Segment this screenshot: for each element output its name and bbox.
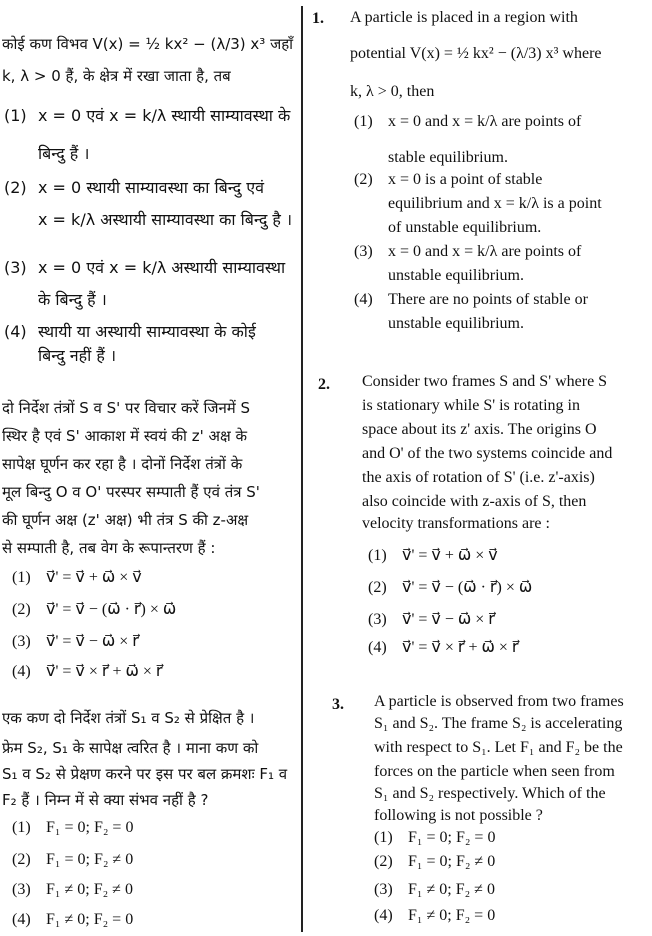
- en-q2-stem-line: and O' of the two systems coincide and: [362, 445, 613, 462]
- hi-q2-stem-line: दो निर्देश तंत्रों S व S' पर विचार करें जिनमें S: [2, 399, 251, 417]
- hi-q1-stem-line: k, λ > 0 हैं, के क्षेत्र में रखा जाता है, तब: [2, 67, 231, 85]
- en-q2-stem-line: Consider two frames S and S' where S: [362, 373, 608, 390]
- en-q1-stem-line: potential V(x) = ½ kx² − (λ/3) x³ where: [350, 45, 602, 62]
- hi-q1-option-4-cont: बिन्दु नहीं हैं ।: [38, 346, 117, 365]
- hi-q2-stem-line: मूल बिन्दु O व O' परस्पर सम्पाती हैं एवं तंत्र S': [2, 483, 260, 501]
- hindi-column: [0, 0, 300, 936]
- en-q3-option-1[interactable]: (1) F₁ = 0; F₂ = 0: [374, 829, 496, 846]
- hi-q3-option-4[interactable]: (4) F₁ ≠ 0; F₂ = 0: [12, 911, 134, 928]
- en-q1-option-4[interactable]: (4) There are no points of stable or: [354, 291, 588, 308]
- en-q3-option-4[interactable]: (4) F₁ ≠ 0; F₂ = 0: [374, 907, 496, 924]
- en-q1-option-3[interactable]: (3) x = 0 and x = k/λ are points of: [354, 243, 582, 260]
- hi-q1-option-3-cont: के बिन्दु हैं ।: [38, 290, 107, 309]
- en-q2-stem-line: also coincide with z-axis of S, then: [362, 493, 587, 510]
- en-q1-stem-line: A particle is placed in a region with: [350, 9, 578, 26]
- hi-q3-stem-line: फ्रेम S₂, S₁ के सापेक्ष त्वरित है । माना कण को: [2, 739, 259, 757]
- en-q2-option-2[interactable]: (2) v⃗' = v⃗ − (ω⃗ · r⃗) × ω⃗: [368, 579, 533, 596]
- hi-q2-stem-line: से सम्पाती है, तब वेग के रूपान्तरण हैं :: [2, 539, 216, 557]
- question-number-1: 1.: [312, 10, 324, 27]
- en-q1-option-1[interactable]: (1) x = 0 and x = k/λ are points of: [354, 113, 582, 130]
- hi-q3-stem-line: F₂ हैं । निम्न में से क्या संभव नहीं है ?: [2, 791, 209, 809]
- en-q2-option-3[interactable]: (3) v⃗' = v⃗ − ω⃗ × r⃗: [368, 611, 495, 628]
- hi-q1-option-1[interactable]: (1) x = 0 एवं x = k/λ स्थायी साम्यावस्था के: [4, 106, 291, 125]
- hi-q1-option-3[interactable]: (3) x = 0 एवं x = k/λ अस्थायी साम्यावस्था: [4, 258, 286, 277]
- hi-q2-stem-line: सापेक्ष घूर्णन कर रहा है । दोनों निर्देश तंत्रों के: [2, 455, 243, 473]
- en-q1-option-2-cont: equilibrium and x = k/λ is a point: [388, 195, 602, 212]
- en-q3-stem-line: following is not possible ?: [374, 807, 543, 824]
- hi-q2-stem-line: की घूर्णन अक्ष (z' अक्ष) भी तंत्र S की z-अक्ष: [2, 511, 249, 529]
- en-q3-option-3[interactable]: (3) F₁ ≠ 0; F₂ ≠ 0: [374, 881, 495, 898]
- en-q3-stem-line: with respect to S₁. Let F₁ and F₂ be the: [374, 739, 623, 756]
- question-number-3: 3.: [332, 696, 344, 713]
- en-q3-stem-line: S₁ and S₂ respectively. Which of the: [374, 785, 606, 802]
- en-q3-option-2[interactable]: (2) F₁ = 0; F₂ ≠ 0: [374, 853, 496, 870]
- en-q2-stem-line: the axis of rotation of S' (i.e. z'-axis): [362, 469, 595, 486]
- hi-q2-option-2[interactable]: (2) v⃗' = v⃗ − (ω⃗ · r⃗) × ω⃗: [12, 601, 177, 618]
- hi-q3-option-2[interactable]: (2) F₁ = 0; F₂ ≠ 0: [12, 851, 134, 868]
- question-number-2: 2.: [318, 376, 330, 393]
- en-q2-stem-line: is stationary while S' is rotating in: [362, 397, 580, 414]
- hi-q2-option-4[interactable]: (4) v⃗' = v⃗ × r⃗ + ω⃗ × r⃗: [12, 663, 163, 680]
- en-q1-stem-line: k, λ > 0, then: [350, 83, 435, 100]
- column-divider: [301, 6, 303, 932]
- en-q1-option-1-cont: stable equilibrium.: [388, 149, 508, 166]
- hi-q1-option-1-cont: बिन्दु हैं ।: [38, 144, 90, 163]
- en-q3-stem-line: forces on the particle when seen from: [374, 763, 615, 780]
- en-q3-stem-line: S₁ and S₂. The frame S₂ is accelerating: [374, 715, 623, 732]
- en-q1-option-3-cont: unstable equilibrium.: [388, 267, 524, 284]
- hi-q2-stem-line: स्थिर है एवं S' आकाश में स्वयं की z' अक्ष के: [2, 427, 247, 445]
- hi-q3-stem-line: S₁ व S₂ से प्रेक्षण करने पर इस पर बल क्रमशः F₁ व: [2, 765, 288, 783]
- hi-q3-option-1[interactable]: (1) F₁ = 0; F₂ = 0: [12, 819, 134, 836]
- hi-q1-option-4[interactable]: (4) स्थायी या अस्थायी साम्यावस्था के कोई: [4, 322, 256, 341]
- hi-q1-stem-line: कोई कण विभव V(x) = ½ kx² − (λ/3) x³ जहाँ: [2, 35, 294, 53]
- hi-q2-option-1[interactable]: (1) v⃗' = v⃗ + ω⃗ × v⃗: [12, 569, 142, 586]
- hi-q2-option-3[interactable]: (3) v⃗' = v⃗ − ω⃗ × r⃗: [12, 633, 139, 650]
- en-q3-stem-line: A particle is observed from two frames: [374, 693, 624, 710]
- english-column: [310, 0, 652, 936]
- en-q1-option-4-cont: unstable equilibrium.: [388, 315, 524, 332]
- en-q2-stem-line: velocity transformations are :: [362, 515, 550, 532]
- hi-q3-option-3[interactable]: (3) F₁ ≠ 0; F₂ ≠ 0: [12, 881, 133, 898]
- hi-q1-option-2-cont: x = k/λ अस्थायी साम्यावस्था का बिन्दु है ।: [38, 210, 293, 229]
- hi-q3-stem-line: एक कण दो निर्देश तंत्रों S₁ व S₂ से प्रेक्षित है ।: [2, 709, 255, 727]
- hi-q1-option-2[interactable]: (2) x = 0 स्थायी साम्यावस्था का बिन्दु एवं: [4, 178, 265, 197]
- en-q2-option-1[interactable]: (1) v⃗' = v⃗ + ω⃗ × v⃗: [368, 547, 498, 564]
- en-q2-option-4[interactable]: (4) v⃗' = v⃗ × r⃗ + ω⃗ × r⃗: [368, 639, 519, 656]
- en-q1-option-2-cont: of unstable equilibrium.: [388, 219, 542, 236]
- en-q1-option-2[interactable]: (2) x = 0 is a point of stable: [354, 171, 543, 188]
- en-q2-stem-line: space about its z' axis. The origins O: [362, 421, 597, 438]
